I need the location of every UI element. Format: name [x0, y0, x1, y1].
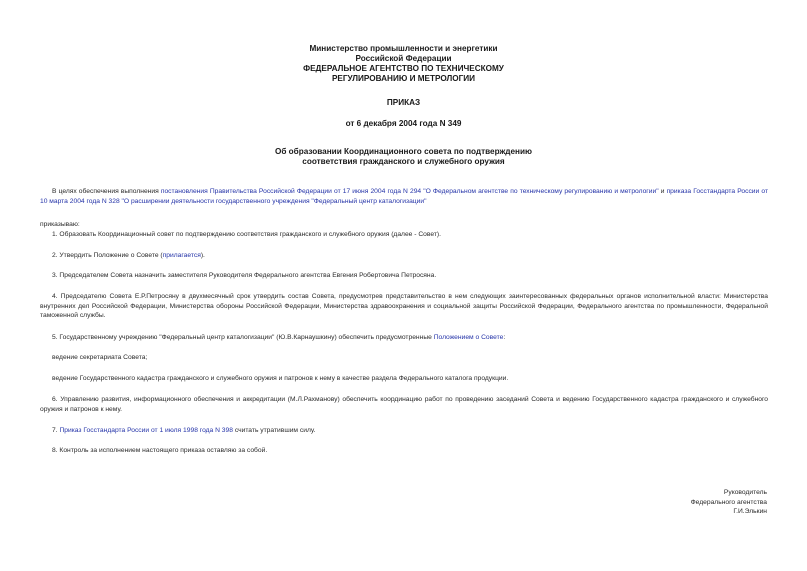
- item-7: [40, 426, 768, 436]
- old-order-link[interactable]: Приказ Госстандарта России от 1 июля 1998 года N 398: [59, 427, 233, 434]
- preamble-text-1: В целях обеспечения выполнения: [52, 188, 161, 195]
- preamble-paragraph: [40, 187, 768, 206]
- order-word: приказываю:: [40, 221, 80, 228]
- item-7-text-a: 7.: [52, 427, 60, 434]
- doc-date-number: от 6 декабря 2004 года N 349: [345, 119, 462, 128]
- doc-type: ПРИКАЗ: [386, 98, 421, 107]
- signature-block: [567, 488, 767, 517]
- government-decree-link[interactable]: постановления Правительства Российской Федерации от 17 июня 2004 года N 294 "О Федеральном агентстве по техническому регулированию и метрологии": [160, 188, 659, 195]
- agency-name-line1: ФЕДЕРАЛЬНОЕ АГЕНТСТВО ПО ТЕХНИЧЕСКОМУ: [303, 64, 504, 73]
- ministry-country: Российской Федерации: [355, 54, 452, 63]
- attachment-link[interactable]: прилагается: [162, 252, 201, 259]
- signature-name: Г.И.Элькин: [733, 508, 767, 515]
- item-2: [40, 251, 768, 261]
- signature-position: Руководитель: [723, 489, 767, 496]
- item-2-text-a: 2. Утвердить Положение о Совете (: [52, 252, 163, 259]
- doc-subject-line1: Об образовании Координационного совета по подтверждению: [274, 147, 533, 156]
- preamble-text-2: и: [658, 188, 667, 195]
- item-5-sub-1: ведение секретариата Совета;: [52, 354, 148, 361]
- item-5-text-a: 5. Государственному учреждению "Федеральный центр каталогизации" (Ю.В.Карнаушкину) обеспечить предусмотренные: [52, 334, 434, 341]
- doc-subject-line2: соответствия гражданского и служебного оружия: [302, 157, 505, 166]
- item-5-sub-2: ведение Государственного кадастра гражданского и служебного оружия и патронов к нему в качестве раздела Федерального каталога продукции.: [52, 375, 509, 382]
- item-4: 4. Председателю Совета Е.Р.Петросяну в двухмесячный срок утвердить состав Совета, предусмотрев представительство в нем следующих заинтересованных федеральных органов исполнительной власти: Министерства внутренних дел Российской Федерации, Министерства обороны Российской Федерации, Министерства здравоохранения и социальной защиты Российской Федерации, Федерального агентства по промышленности, Федеральной таможенной службы.: [40, 293, 768, 319]
- ministry-header: [200, 44, 607, 84]
- item-7-text-b: считать утратившим силу.: [232, 427, 316, 434]
- item-5-text-b: :: [503, 334, 506, 341]
- item-2-text-b: ).: [200, 252, 205, 259]
- item-6: 6. Управлению развития, информационного обеспечения и аккредитации (М.Л.Рахманову) обеспечить координацию работ по проведению заседаний Совета и ведению Государственного кадастра гражданского и служебного оружия и патронов к нему.: [40, 396, 768, 413]
- gosstandart-order-link[interactable]: приказа Госстандарта России от 10 марта 2004 года N 328 "О расширении деятельности государственного учреждения "Федеральный центр каталогизации": [40, 188, 769, 205]
- item-1: 1. Образовать Координационный совет по подтверждению соответствия гражданского и служебного оружия (далее - Совет).: [52, 231, 441, 238]
- item-5: [40, 333, 768, 343]
- council-regulation-link[interactable]: Положением о Совете: [433, 334, 504, 341]
- signature-agency: Федерального агентства: [690, 498, 767, 506]
- item-3: 3. Председателем Совета назначить заместителя Руководителя Федерального агентства Евгения Робертовича Петросяна.: [52, 272, 437, 279]
- item-8: 8. Контроль за исполнением настоящего приказа оставляю за собой.: [52, 447, 268, 454]
- doc-subject: [200, 147, 607, 167]
- ministry-name: Министерство промышленности и энергетики: [309, 44, 498, 53]
- agency-name-line2: РЕГУЛИРОВАНИЮ И МЕТРОЛОГИИ: [331, 74, 476, 83]
